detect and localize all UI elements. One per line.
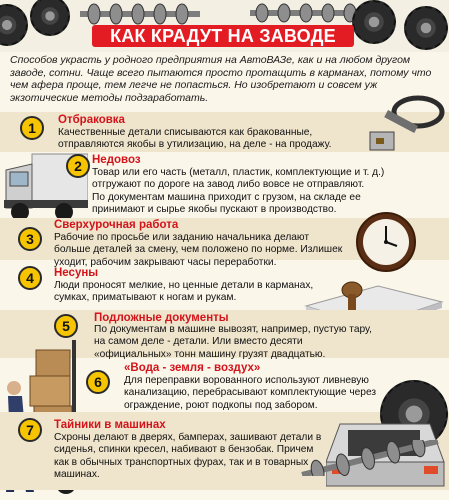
item-text: Для переправки ворованного используют ливневую канализацию, перебрасывают комплектующие через ограждение, роют подкопы под забором. <box>124 375 377 411</box>
item-title: Тайники в машинах <box>54 419 166 431</box>
item-title: «Вода - земля - воздух» <box>124 362 261 374</box>
item-text: Люди проносят мелкие, но ценные детали в карманах, сумках, приматывают к ногам и рукам. <box>54 280 314 304</box>
item-number-badge: 7 <box>18 418 42 442</box>
steering-column-icon <box>362 92 446 160</box>
item-text: Схроны делают в дверях, бамперах, зашивают детали в сиденья, спинки кресел, набивают в бензобак. Причем как в обычных транспортных фурах, так и в товарных машинах. <box>54 432 322 480</box>
item-number-badge: 5 <box>54 314 78 338</box>
clock-icon <box>354 210 418 274</box>
item-title: Отбраковка <box>58 114 125 126</box>
item-text: Рабочие по просьбе или заданию начальника делают больше деталей за смену, чем положено по норме. Излишек уходит, рабочим закрывают часы переработки. <box>54 232 343 268</box>
item-number-badge: 3 <box>18 227 42 251</box>
item-number-badge: 1 <box>20 116 44 140</box>
item-text: По документам машина приходит с грузом, на складе ее принимают и сырье якобы пускают в производство. <box>92 192 361 216</box>
item-title: Подложные документы <box>94 312 229 324</box>
item-title: Сверхурочная работа <box>54 219 179 231</box>
item-number-badge: 2 <box>66 154 90 178</box>
item-text: Товар или его часть (металл, пластик, комплектующие и т. д.) отгружают по дороге на завод либо вовсе не отправляют. <box>92 167 385 191</box>
tire-icon <box>404 6 448 50</box>
page-title: КАК КРАДУТ НА ЗАВОДЕ <box>92 25 354 47</box>
intro-text: Способов украсть у родного предприятия на АвтоВАЗе, как и на любом другом заводе, сотни. Чаще всего пытаются просто протащить в карманах, потому что чем афера проще, тем легче не попасться. Но изобретают и совсем уж экзотические методы подзаработать. <box>10 54 432 104</box>
item-text: Качественные детали списываются как бракованные, отправляются якобы в утилизацию, на деле - на продажу. <box>58 127 332 151</box>
item-number-badge: 4 <box>18 266 42 290</box>
item-title: Несуны <box>54 267 99 279</box>
tire-icon <box>352 0 396 44</box>
item-text: По документам в машине вывозят, например, пустую тару, на самом деле - детали. Или вместо десяти «официальных» тонн машину грузят двадцатью. <box>94 324 372 360</box>
camshaft-icon <box>250 2 360 24</box>
item-title: Недовоз <box>92 154 141 166</box>
camshaft-icon <box>80 2 200 26</box>
camshaft-icon <box>300 440 440 476</box>
item-number-badge: 6 <box>86 370 110 394</box>
